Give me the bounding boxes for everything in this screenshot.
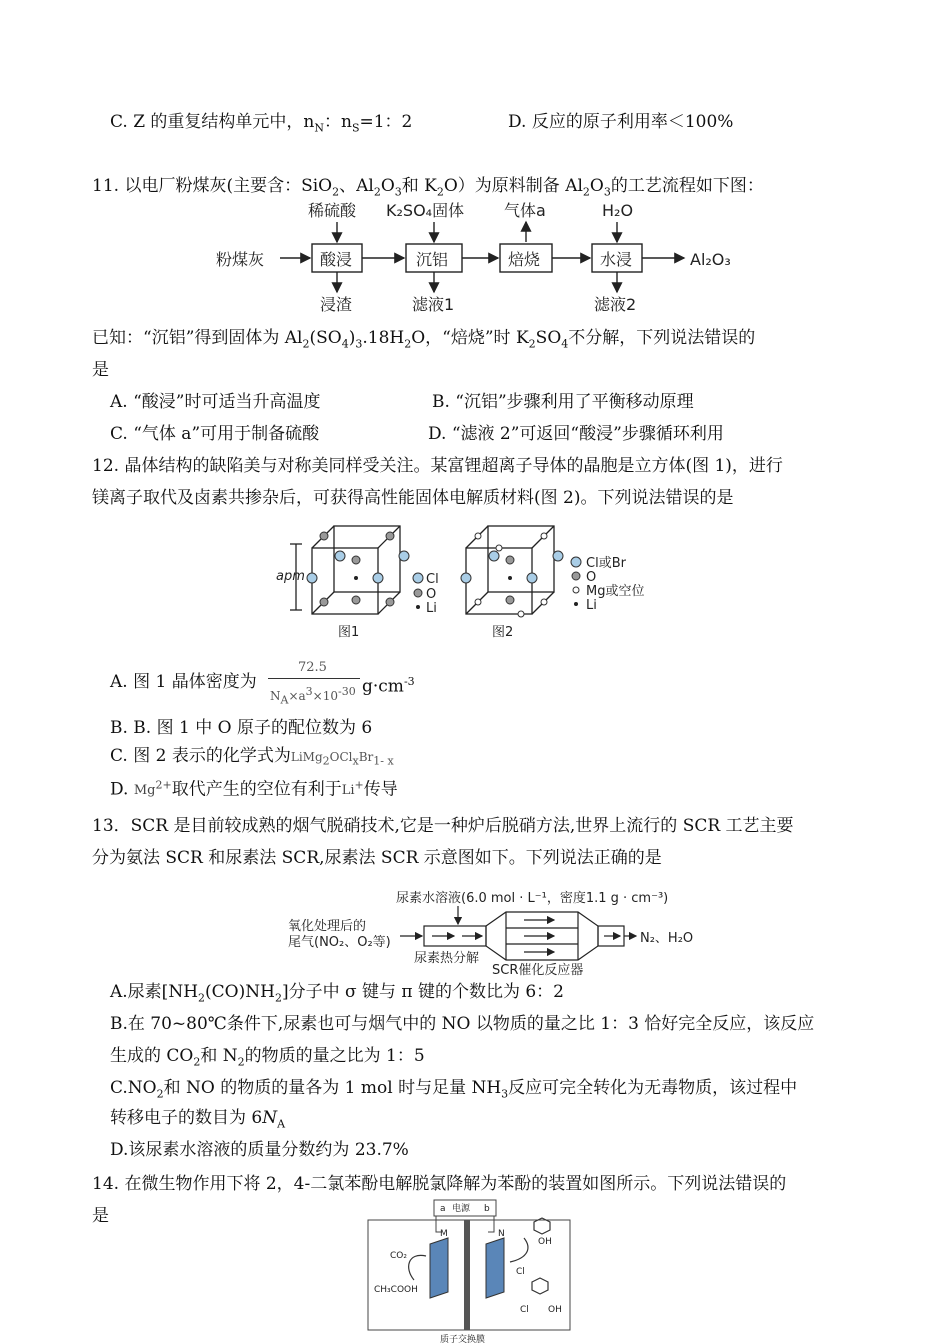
svg-text:Mg或空位: Mg或空位 xyxy=(586,584,645,599)
svg-text:OH: OH xyxy=(548,1305,562,1315)
flow-in2: K₂SO₄固体 xyxy=(386,201,465,220)
q13-option-b-2: 生成的 $CO_2$和 $N_2$的物质的量之比为 1：5 xyxy=(110,1046,425,1069)
q11-stem: 11. 以电厂粉煤灰(主要含：SiO$_2$、$Al_2O_3$和 $K_2O$）为原料制备 $Al_2O_3$的工艺流程如下图： xyxy=(92,176,764,199)
q10-option-d: D. 反应的原子利用率＜100% xyxy=(508,112,734,132)
q11-option-b: B. “沉铝”步骤利用了平衡移动原理 xyxy=(432,392,694,412)
q13-stem-1: 13．SCR 是目前较成熟的烟气脱硝技术,它是一种炉后脱硝方法,世界上流行的 SCR 工艺主要 xyxy=(92,816,794,836)
svg-text:N: N xyxy=(498,1229,505,1239)
q13-option-c-2: 转移电子的数目为 $6N_A$ xyxy=(110,1108,286,1131)
svg-text:尾气(NO₂、O₂等): 尾气(NO₂、O₂等) xyxy=(288,935,391,950)
svg-text:apm: apm xyxy=(276,569,305,584)
flow-start: 粉煤灰 xyxy=(216,250,265,269)
q14-stem-1: 14. 在微生物作用下将 2，4-二氯苯酚电解脱氯降解为苯酚的装置如图所示。下列说法错误的 xyxy=(92,1174,787,1194)
flow-out4: 滤液2 xyxy=(594,295,637,314)
flow-out1: 浸渣 xyxy=(320,295,353,314)
flow-box4: 水浸 xyxy=(600,250,633,269)
q12-a-fraction-bar xyxy=(268,678,360,679)
flow-box3: 焙烧 xyxy=(508,250,541,269)
q12-stem-2: 镁离子取代及卤素共掺杂后，可获得高性能固体电解质材料(图 2)。下列说法错误的是 xyxy=(92,488,734,508)
q12-a-denominator: $N_A\times a^3\times 10^{-30}$ xyxy=(270,685,356,707)
svg-text:Li: Li xyxy=(426,601,437,616)
q13-scr-diagram xyxy=(284,884,714,976)
flow-box1: 酸浸 xyxy=(320,250,353,269)
q11-known: 已知：“沉铝”得到固体为 $Al_2(SO_4)_3.18H_2O$，“焙烧”时 $K_2SO_4$不分解，下列说法错误的 xyxy=(92,328,756,351)
q12-a-unit: $g\cdot cm^{-3}$ xyxy=(362,675,415,697)
svg-text:图2: 图2 xyxy=(492,625,514,640)
q12-option-d: D. $Mg^{2+}$取代产生的空位有利于Li+传导 xyxy=(110,779,398,800)
flow-out2: 滤液1 xyxy=(412,295,455,314)
q12-a-numerator: 72.5 xyxy=(298,660,327,675)
svg-text:电源: 电源 xyxy=(452,1204,471,1214)
q13-option-b-1: B.在 70~80℃条件下,尿素也可与烟气中的 NO 以物质的量之比 1：3 恰好完全反应，该反应 xyxy=(110,1014,815,1034)
svg-text:尿素热分解: 尿素热分解 xyxy=(414,951,480,966)
q11-known-end: 是 xyxy=(92,360,109,380)
svg-text:Cl或Br: Cl或Br xyxy=(586,556,626,571)
svg-text:尿素水溶液(6.0 mol · L⁻¹，密度1.1 g ·: 尿素水溶液(6.0 mol · L⁻¹，密度1.1 g · cm⁻³) xyxy=(396,891,669,906)
q13-option-c-1: $C.NO_2$和 NO 的物质的量各为 1 mol 时与足量 $NH_3$反应可完全转化为无毒物质，该过程中 xyxy=(110,1078,798,1101)
flow-product: Al₂O₃ xyxy=(690,250,731,269)
q13-stem-2: 分为氨法 SCR 和尿素法 SCR,尿素法 SCR 示意图如下。下列说法正确的是 xyxy=(92,848,662,868)
svg-text:CH₃COOH: CH₃COOH xyxy=(374,1285,418,1295)
svg-text:图1: 图1 xyxy=(338,625,360,640)
q11-option-c: C. “气体 a”可用于制备硫酸 xyxy=(110,424,320,444)
svg-text:Cl: Cl xyxy=(520,1305,529,1315)
svg-text:Li: Li xyxy=(586,598,597,613)
svg-text:CO₂: CO₂ xyxy=(390,1251,407,1261)
q13-option-a: A.尿素$[NH_2(CO)NH_2]$分子中 σ 键与 π 键的个数比为 6：2 xyxy=(110,982,564,1005)
svg-text:M: M xyxy=(440,1229,448,1239)
svg-text:Cl: Cl xyxy=(426,572,439,587)
q13-option-d: D.该尿素水溶液的质量分数约为 23.7% xyxy=(110,1140,409,1160)
svg-text:SCR催化反应器: SCR催化反应器 xyxy=(492,963,584,976)
flow-in4: H₂O xyxy=(602,201,634,220)
q12-option-a: A. 图 1 晶体密度为 xyxy=(110,672,257,692)
flow-in3: 气体a xyxy=(504,201,546,220)
svg-text:b: b xyxy=(484,1204,490,1214)
svg-text:O: O xyxy=(426,587,437,602)
q12-option-c: C. 图 2 表示的化学式为$LiMg_2OCl_xBr_{1- x}$ xyxy=(110,746,394,768)
q11-option-d: D. “滤液 2”可返回“酸浸”步骤循环利用 xyxy=(428,424,724,444)
flow-in1: 稀硫酸 xyxy=(308,201,357,220)
svg-text:a: a xyxy=(440,1204,446,1214)
q11-option-a: A. “酸浸”时可适当升高温度 xyxy=(110,392,321,412)
flow-box2: 沉铝 xyxy=(416,250,449,269)
q10-option-c: C. Z 的重复结构单元中，$n_N$：$n_S=1$：2 xyxy=(110,112,413,135)
svg-text:OH: OH xyxy=(538,1237,552,1247)
q12-crystal-figures xyxy=(270,518,690,644)
q11-flow-diagram xyxy=(200,196,760,320)
svg-text:Cl: Cl xyxy=(516,1267,525,1277)
svg-text:氧化处理后的: 氧化处理后的 xyxy=(288,919,367,934)
svg-text:N₂、H₂O: N₂、H₂O xyxy=(640,931,694,946)
q12-option-b: B. B. 图 1 中 O 原子的配位数为 6 xyxy=(110,718,373,738)
q14-stem-2: 是 xyxy=(92,1206,109,1226)
q14-electrolysis-diagram xyxy=(364,1196,574,1344)
q12-stem-1: 12. 晶体结构的缺陷美与对称美同样受关注。某富锂超离子导体的晶胞是立方体(图 1)，进行 xyxy=(92,456,783,476)
svg-text:O: O xyxy=(586,570,597,585)
svg-text:质子交换膜: 质子交换膜 xyxy=(440,1335,486,1344)
